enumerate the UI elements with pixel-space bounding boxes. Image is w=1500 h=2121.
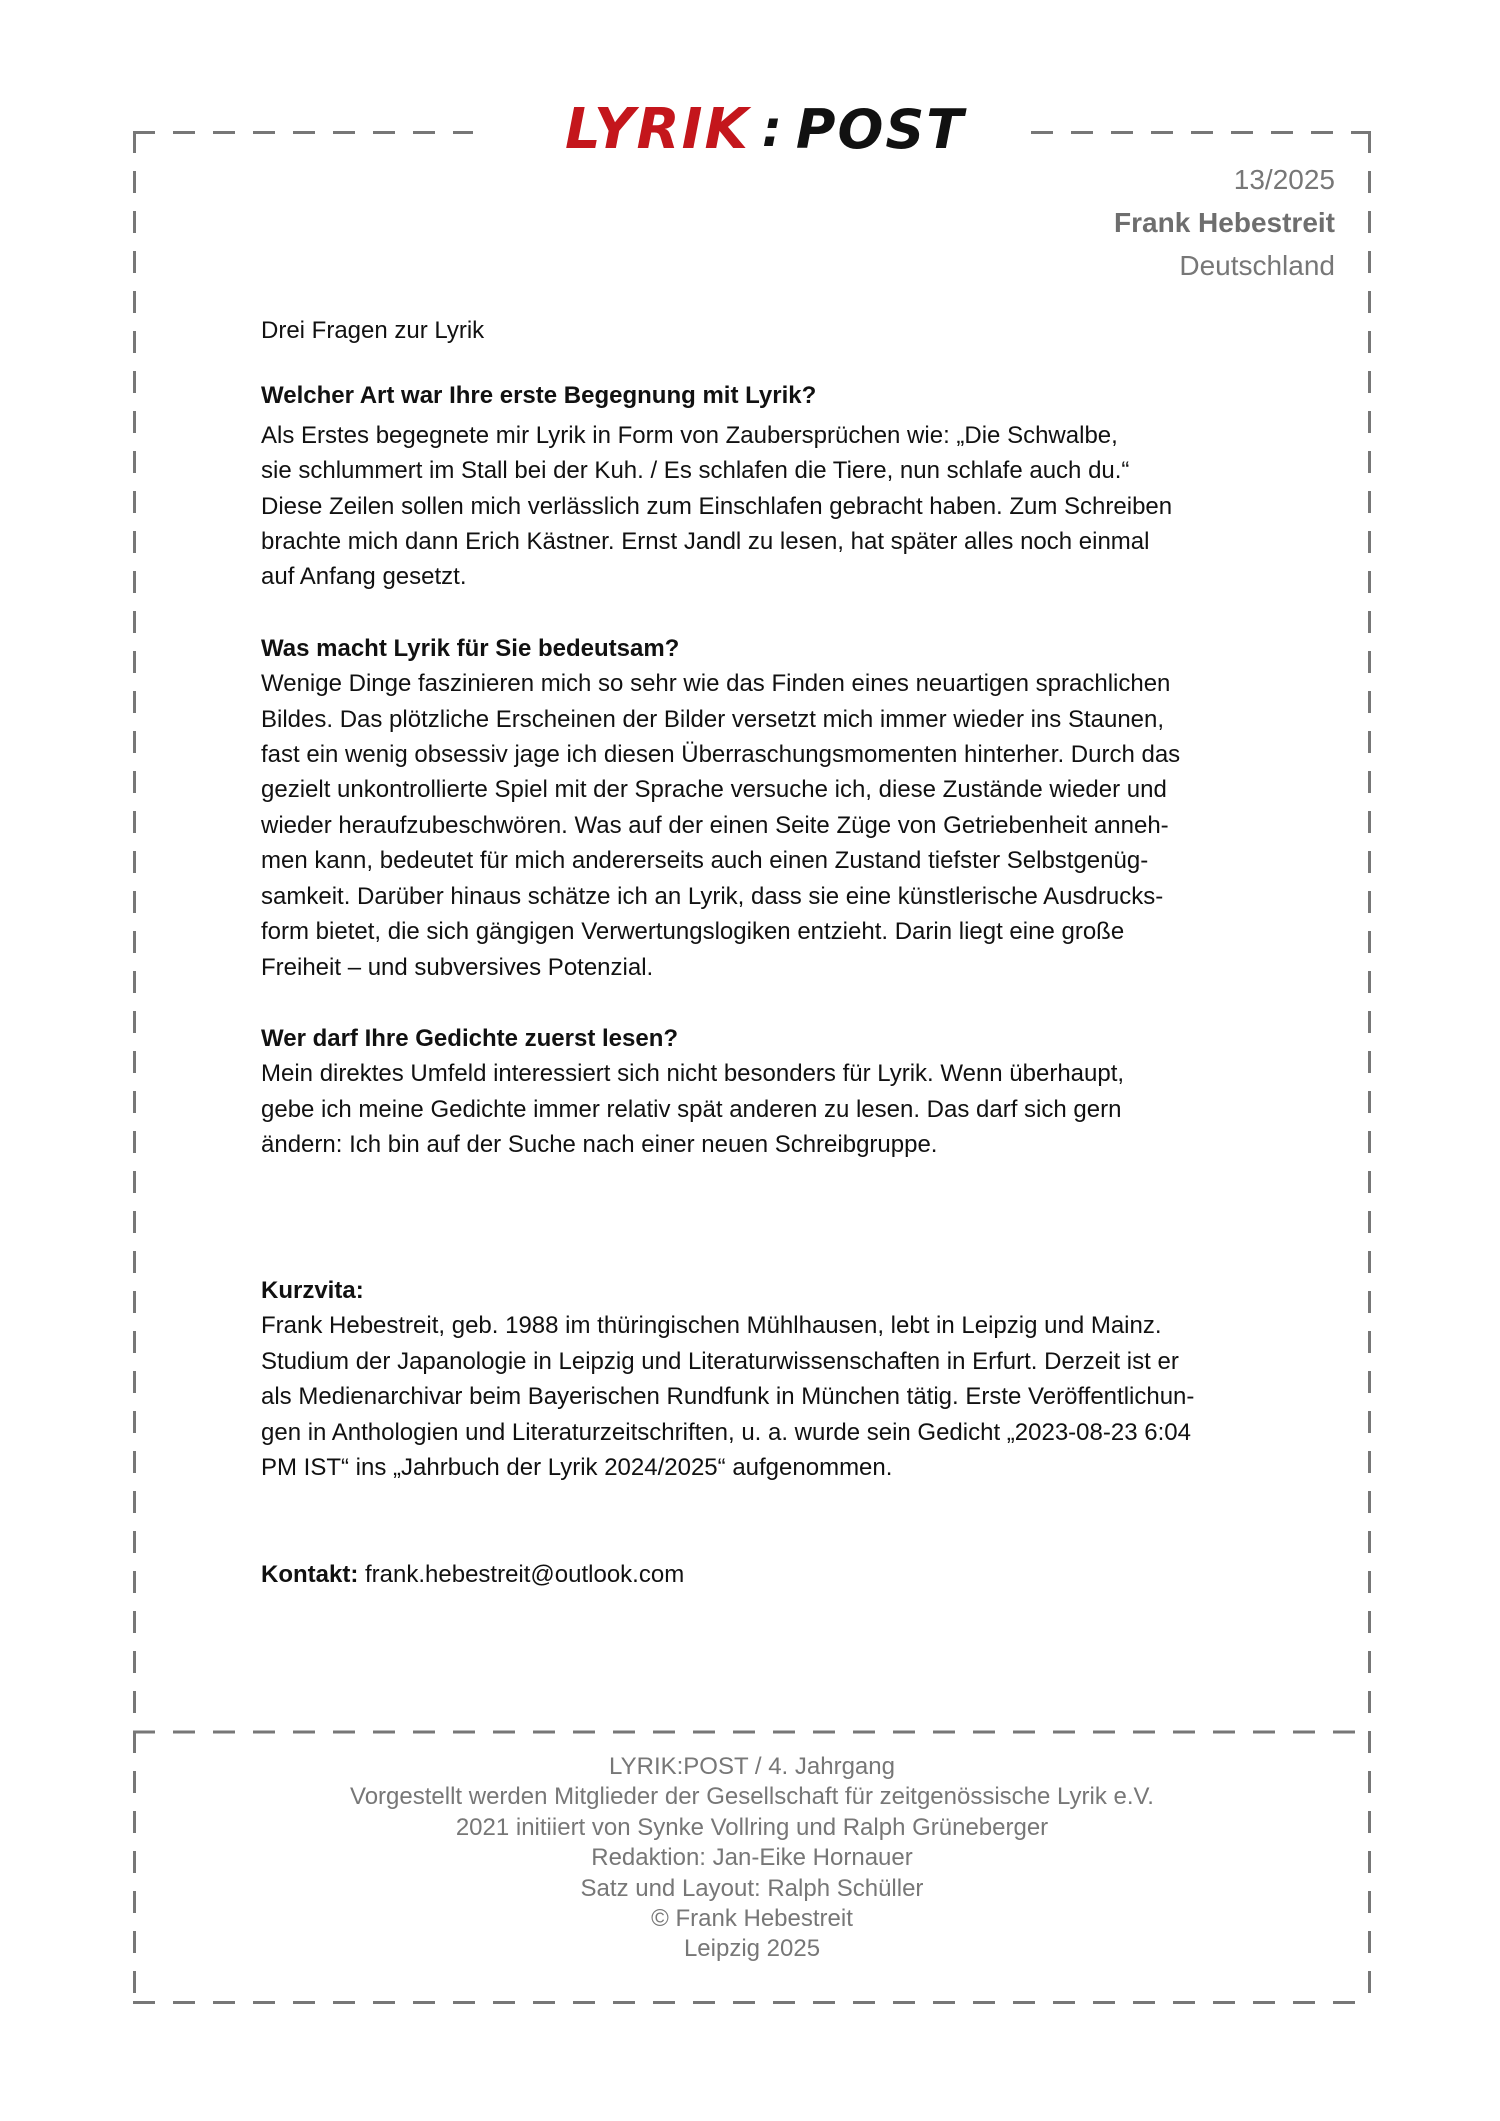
footer-line: Satz und Layout: Ralph Schüller: [580, 1874, 924, 1902]
question-block: [261, 1021, 1261, 1163]
answer-text: Als Erstes begegnete mir Lyrik in Form von Zaubersprüchen wie: „Die Schwalbe, sie schlummert im Stall bei der Kuh. / Es schlafen die Tiere, nun schlafe auch du.“ Diese Zeilen sollen mich verlässlich zum Einschlafen gebracht haben. Zum Schreiben brachte mich dann Erich Kästner. Ernst Jandl zu lesen, hat später alles noch einmal auf Anfang gesetzt.: [261, 421, 1173, 591]
contact-line: [261, 1557, 684, 1592]
footer-line: Vorgestellt werden Mitglieder der Gesellschaft für zeitgenössische Lyrik e.V.: [350, 1783, 1154, 1811]
answer-text: Wenige Dinge faszinieren mich so sehr wie das Finden eines neuartigen sprachlichen Bildes. Das plötzliche Erscheinen der Bilder versetzt mich immer wieder ins Staunen, fast ein wenig obsessiv jage ich diesen Überraschungsmomenten hinterher. Durch das gezielt unkontrollierte Spiel mit der Sprache versuche ich, diese Zustände wieder und wieder heraufzubeschwören. Was auf der einen Seite Züge von Getriebenheit anneh- men kann, bedeutet für mich andererseits auch einen Zustand tiefster Selbstgenüg- samkeit. Darüber hinaus schätze ich an Lyrik, dass sie eine künstlerische Ausdrucks- form bietet, die sich gängigen Verwertungslogiken entzieht. Darin liegt eine große Freiheit – und subversives Potenzial.: [261, 670, 1181, 981]
footer-line: © Frank Hebestreit: [651, 1905, 853, 1933]
lyrik-post-logo: [557, 96, 973, 162]
question-block: [261, 631, 1261, 985]
question-heading: Welcher Art war Ihre erste Begegnung mit Lyrik?: [261, 382, 817, 410]
header-meta: [1114, 158, 1335, 287]
logo-lyrik: LYRIK: [565, 96, 750, 162]
contact-label: Kontakt:: [261, 1561, 359, 1588]
footer-line: Redaktion: Jan-Eike Hornauer: [591, 1844, 913, 1872]
contact-email[interactable]: frank.hebestreit@outlook.com: [365, 1561, 685, 1588]
footer-line: LYRIK:POST / 4. Jahrgang: [609, 1753, 895, 1780]
question-heading: Wer darf Ihre Gedichte zuerst lesen?: [261, 1024, 679, 1052]
logo-colon: :: [761, 100, 784, 158]
vita-heading: Kurzvita:: [261, 1277, 364, 1304]
author-name: Frank Hebestreit: [1114, 207, 1335, 238]
vita-text: Frank Hebestreit, geb. 1988 im thüringischen Mühlhausen, lebt in Leipzig und Mainz. Studium der Japanologie in Leipzig und Literaturwissenschaften in Erfurt. Derzeit ist er als Medienarchivar beim Bayerischen Rundfunk in München tätig. Erste Veröffentlichun- gen in Anthologien und Literaturzeitschriften, u. a. wurde sein Gedicht „2023-08-23 6:04 PM IST“ ins „Jahrbuch der Lyrik 2024/2025“ aufgenommen.: [261, 1312, 1195, 1482]
footer-line: Leipzig 2025: [683, 1935, 821, 1963]
logo-post: POST: [795, 97, 966, 161]
footer: [133, 1752, 1371, 1965]
question-block: [261, 378, 1261, 594]
footer-line: 2021 initiiert von Synke Vollring und Ralph Grüneberger: [455, 1813, 1049, 1841]
answer-text: Mein direktes Umfeld interessiert sich nicht besonders für Lyrik. Wenn überhaupt, gebe ich meine Gedichte immer relativ spät anderen zu lesen. Das darf sich gern ändern: Ich bin auf der Suche nach einer neuen Schreibgruppe.: [261, 1060, 1125, 1159]
author-country: Deutschland: [1179, 250, 1335, 281]
short-vita: [261, 1273, 1261, 1485]
question-heading: Was macht Lyrik für Sie bedeutsam?: [261, 634, 680, 662]
intro-text: Drei Fragen zur Lyrik: [261, 317, 485, 344]
main-content: [261, 313, 1261, 1198]
issue-number: 13/2025: [1233, 164, 1335, 195]
